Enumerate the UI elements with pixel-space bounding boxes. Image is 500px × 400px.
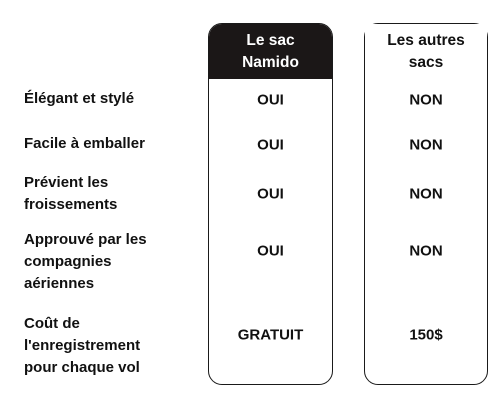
others-value-wrinkles: NON — [409, 185, 443, 203]
others-value-elegant: NON — [409, 91, 443, 109]
others-value-easy-pack: NON — [409, 136, 443, 154]
namido-value-easy-pack: OUI — [257, 136, 284, 154]
feature-label-wrinkles: Prévient les froissements — [24, 174, 118, 213]
namido-value-checkin-cost: GRATUIT — [237, 326, 304, 344]
feature-label-elegant: Élégant et stylé — [24, 90, 135, 107]
namido-value-wrinkles: OUI — [257, 185, 284, 203]
feature-label-airline-approved: Approuvé par les compagnies aériennes — [24, 231, 147, 292]
others-value-airline-approved: NON — [409, 242, 443, 260]
feature-label-easy-pack: Facile à emballer — [24, 135, 145, 152]
others-value-checkin-cost: 150$ — [409, 326, 443, 344]
feature-label-checkin-cost: Coût de l'enregistrement pour chaque vol — [24, 315, 141, 376]
namido-value-airline-approved: OUI — [257, 242, 284, 260]
other-bags-column-header: Les autres sacs — [365, 24, 487, 79]
namido-value-elegant: OUI — [257, 91, 284, 109]
namido-column-header: Le sac Namido — [209, 24, 332, 79]
